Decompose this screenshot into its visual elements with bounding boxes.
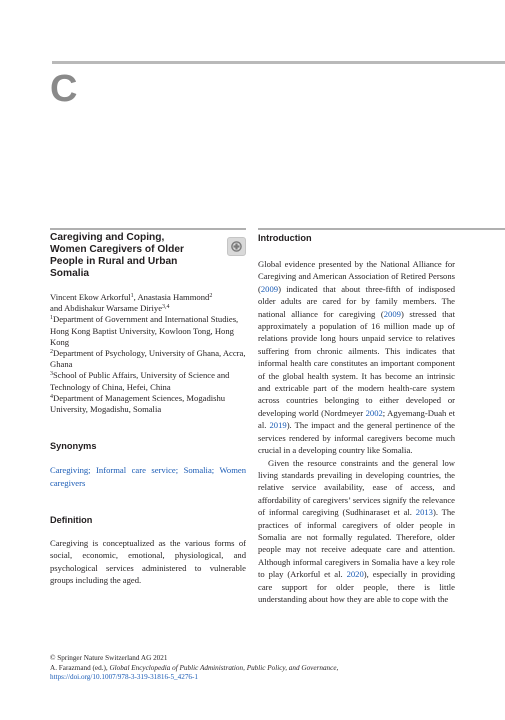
affiliation: $^4$Department of Management Sciences, Mogadishu University, Mogadishu, Somalia xyxy=(50,392,226,415)
introduction-paragraph: Global evidence presented by the National Alliance for Caregiving and American Association of Retired Persons (2009) indicated that about three-fifth of indisposed older adults are cared for by family members. The national alliance for caregiving (2009) stressed that approximately a population of 16 million made up of relations provide long hours unpaid service to relatives suffering from chronic ailments. This indicates that informal health care constitutes an important component of the global health system. It has become an intrinsic and extricable part of the modern health-care system across countries belonging to either developed or developing world (Nordmeyer 2002; Agyemang-Duah et al. 2019). The impact and the general pertinence of the services rendered by informal caregivers become much crucial in a developing country like Somalia. xyxy=(258,259,455,456)
author-name: , Anastasia Hammond xyxy=(133,292,210,302)
author-name: and Abdishakur Warsame Diriye xyxy=(50,303,163,314)
chapter-header-bar xyxy=(52,61,505,64)
right-column xyxy=(258,232,455,605)
author-block xyxy=(50,292,246,415)
citation-link[interactable]: 2020 xyxy=(346,569,364,580)
left-column-rule xyxy=(50,228,246,230)
introduction-paragraph: Given the resource constraints and the general low living standards prevailing in developing countries, the relative service availability, ease of access, and affordability of caregivers’ services signify the relevance of informal caregiving (Sudhinaraset et al. 2013). The practices of informal caregivers of older people in Somalia are not formally regulated. Therefore, older people may not receive adequate care and attention. Although informal caregivers in Somalia have a key role to play (Arkorful et al. 2020), especially in providing care support for older people, there is little understanding about how they are able to cope with the xyxy=(258,457,455,604)
article-title-line: Women Caregivers of Older xyxy=(50,244,184,255)
citation-link[interactable]: 2019 xyxy=(269,420,287,431)
definition-text: Caregiving is conceptualized as the various forms of social, economic, emotional, physiological, and psychological services administered to vulnerable groups including the aged. xyxy=(50,538,246,586)
definition-heading: Definition xyxy=(50,515,93,526)
article-title-line: People in Rural and Urban xyxy=(50,256,178,267)
citation-link[interactable]: 2002 xyxy=(365,407,383,418)
article-title xyxy=(50,232,246,280)
author-affil-sup: 2 xyxy=(209,293,213,299)
author-affil-sup: 1 xyxy=(130,293,134,299)
copyright: © Springer Nature Switzerland AG 2021 xyxy=(50,654,168,662)
doi-link[interactable]: https://doi.org/10.1007/978-3-319-31816-5_4276-1 xyxy=(50,673,199,682)
citation: A. Farazmand (ed.), Global Encyclopedia of Public Administration, Public Policy, and Governance, xyxy=(50,663,339,672)
synonyms-text[interactable]: Caregiving; Informal care service; Somalia; Women caregivers xyxy=(50,465,246,488)
author-affil-sup: 3,4 xyxy=(162,304,170,311)
page-footer xyxy=(50,654,460,683)
author-line xyxy=(50,292,246,303)
author-name: Vincent Ekow Arkorful xyxy=(50,292,131,302)
synonyms-heading: Synonyms xyxy=(50,441,97,452)
book-title: Global Encyclopedia of Public Administration, Public Policy, and Governance xyxy=(109,663,337,672)
author-line xyxy=(50,303,246,314)
citation-link[interactable]: 2009 xyxy=(260,283,279,294)
article-title-line: Caregiving and Coping, xyxy=(50,232,165,243)
crossmark-icon[interactable] xyxy=(227,237,246,256)
article-title-line: Somalia xyxy=(50,268,90,279)
affiliation: $^3$School of Public Affairs, University of Science and Technology of China, Hefei, China xyxy=(50,370,230,392)
left-column xyxy=(50,232,246,587)
citation-link[interactable]: 2013 xyxy=(415,507,433,518)
citation-link[interactable]: 2009 xyxy=(383,308,401,319)
introduction-heading: Introduction xyxy=(258,233,312,243)
right-column-rule xyxy=(258,228,505,230)
affiliation: $^1$Department of Government and International Studies, Hong Kong Baptist University, Kowloon Tong, Hong Kong xyxy=(50,314,239,347)
affiliation: $^2$Department of Psychology, University of Ghana, Accra, Ghana xyxy=(50,348,246,370)
chapter-letter: C xyxy=(50,68,78,110)
